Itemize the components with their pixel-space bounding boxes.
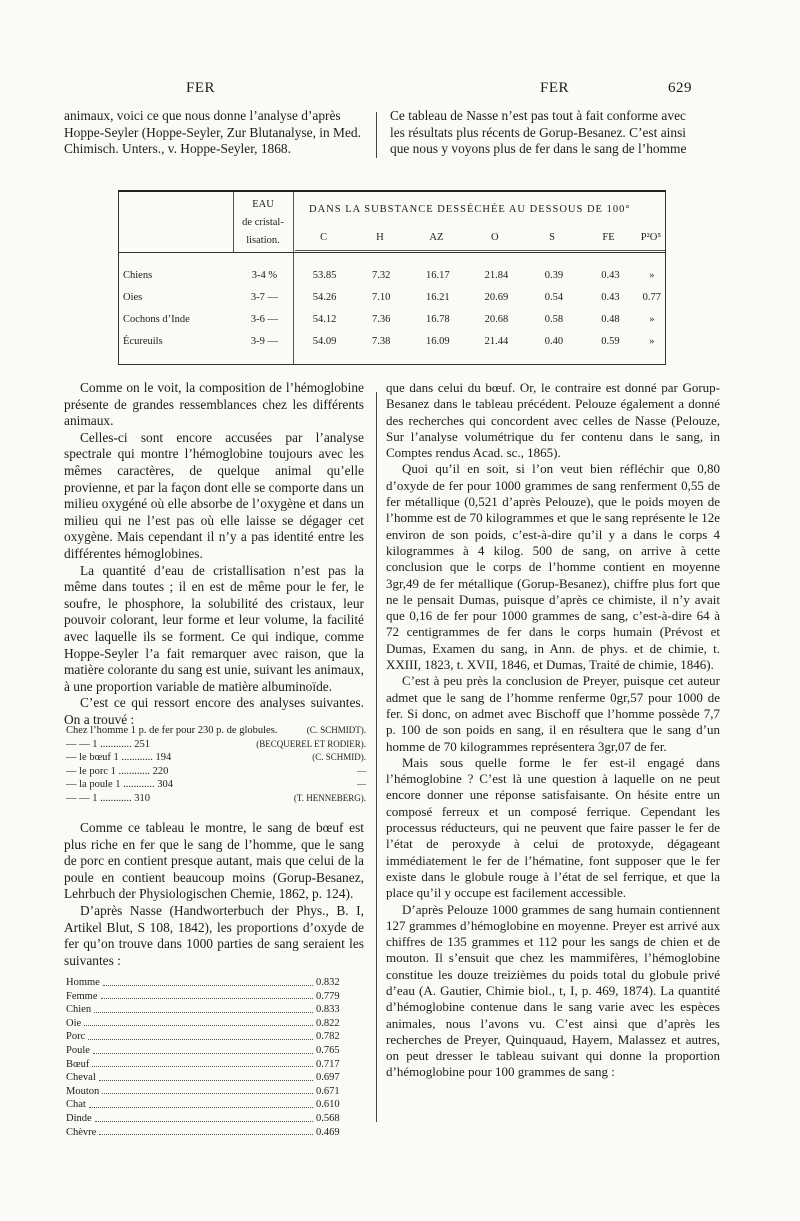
cell: 7.32 [372,269,391,281]
item-value: 0.779 [316,990,340,1002]
list-item [66,1003,356,1017]
item-label: — le bœuf 1 ............ 194 [66,752,172,764]
cell: 0.40 [544,335,564,347]
list-item [66,765,366,779]
paragraph: Comme ce tableau le montre, le sang de bœuf est plus riche en fer que le sang de l’homme, que le sang de porc en contient presque autant, mais que celui de la poule en contient beaucoup moins (Gorup-Besanez, Lehrbuch der Physiologischen Chemie, 1862, p. 124). [64,820,364,902]
item-label: Chez l’homme 1 p. de fer pour 230 p. de globules. [66,725,278,736]
item-value: 0.697 [316,1072,340,1084]
leader-dots [88,1039,313,1040]
cell: 3-7 — [250,291,278,303]
leader-dots [95,1121,313,1122]
table-row [119,308,665,330]
line: Hoppe-Seyler (Hoppe-Seyler, Zur Blutanalyse, in Med. [64,124,361,140]
item-name: Chien [66,1004,92,1016]
cell: 0.43 [601,291,620,303]
right-running-head: FER [540,80,570,96]
list-item [66,1017,356,1031]
list-item [66,1112,356,1126]
item-source: — [357,779,366,790]
top-right-text [390,108,720,158]
header-text: de cristal- [242,217,284,228]
list-item [66,724,366,738]
paragraph: Celles-ci sont encore accusées par l’analyse spectrale qui montre l’hémoglobine toujours avec les mêmes caractères, de quelque animal qu’elle provienne, et par la façon dont elle se comporte dans un milieu oxygéné où elle absorbe de l’oxygène et dans un milieu qui ne l’est pas où elle laisse se dégager cet oxygène. Mais cependant il n’y a pas identité entre les différentes hémoglobines. [64,429,364,561]
group-header: DANS LA SUBSTANCE DESSÉCHÉE AU DESSOUS DE 100° [309,204,631,215]
cell: » [649,335,655,347]
leader-dots [99,1080,313,1081]
leader-dots [93,1053,313,1054]
divider [119,252,665,253]
paragraph: Mais sous quelle forme le fer est-il engagé dans l’hémoglobine ? C’est là une question à laquelle on ne peut encore donner une réponse satisfaisante. On hésite entre un composé ferreux et un composé ferrique. Cependant les processus réducteurs, qui ne peuvent que faire passer le fer de l’état de peroxyde à celui de protoxyde, dégageant immédiatement le fer de l’hématine, font supposer que le fer existe dans le globule rouge à l’état de sel ferrique, et que la place qu’il y occupe est facilement accessible. [386,754,720,901]
item-value: 0.782 [316,1031,340,1043]
cell: 7.38 [372,335,391,347]
cell: 54.09 [312,335,337,347]
cell: 16.21 [425,291,450,303]
leader-dots [101,998,314,999]
iron-globules-table [66,724,366,806]
leader-dots [89,1107,313,1108]
item-value: 0.469 [316,1126,340,1138]
leader-dots [84,1025,313,1026]
item-value: 0.671 [316,1085,340,1097]
cell: 0.48 [601,313,620,325]
top-column-rule [376,112,377,158]
item-source: (C. SCHMID). [312,752,366,763]
top-left-text [64,108,364,158]
cell: 3-4 % [251,269,278,281]
cell: 0.43 [601,269,620,281]
item-label: — — 1 ............ 251 [66,738,150,750]
paragraph: que dans celui du bœuf. Or, le contraire est donné par Gorup-Besanez dans le tableau précédent. Pelouze également a donné des recherches qui concordent avec celles de Nasse (Pelouze, Sur l’analyse volumétrique du fer contenu dans le sang, in Comptes rendus Acad. sc., 1865). [386,380,720,461]
item-source: — [357,765,366,776]
header-text: lisation. [246,235,280,246]
col-header: AZ [429,231,444,243]
cell: 54.26 [312,291,337,303]
paragraph: Comme on le voit, la composition de l’hémoglobine présente de grandes ressemblances chez les différents animaux. [64,380,364,429]
item-value: 0.717 [316,1058,340,1070]
leader-dots [102,1093,313,1094]
cell: 20.69 [484,291,509,303]
column-header-row [119,226,665,248]
list-item [66,1098,356,1112]
left-column [64,380,364,728]
list-item [66,738,366,752]
table-body [119,264,665,352]
row-name: Oies [123,291,143,303]
row-name: Chiens [123,269,153,281]
col-header: S [549,231,555,243]
item-value: 0.610 [316,1099,340,1111]
item-source: (T. HENNEBERG). [293,792,366,803]
item-value: 0.765 [316,1044,340,1056]
cell: 7.36 [372,313,391,325]
cell: 7.10 [372,291,391,303]
cell: 3-6 — [250,313,278,325]
item-name: Dinde [66,1112,92,1124]
item-value: 0.822 [316,1017,340,1029]
table-row [119,330,665,352]
paragraph: Quoi qu’il en soit, si l’on veut bien réfléchir que 0,80 d’oxyde de fer pour 1000 grammes de sang renferment 0,55 de fer métallique (0,521 d’après Pelouze), que le poids moyen de l’homme est de 70 kilogrammes et que le sang représente le 12e environ de son poids, c’est-à-dire qu’il y a dans le corps 4 kilogrammes à 4 kilog. 500 de sang, on arrive à cette conclusion que le corps de l’homme contient en moyenne 3gr,49 de fer métallique (Gorup-Besanez), chiffre plus fort que ne le pensait Dumas, puisque d’après ce chimiste, il n’y avait que 0,16 de fer pour 1000 grammes de sang, c’est-à-dire 64 à 72 centigrammes de fer dans le corps humain (Prévost et Dumas, Examen du sang, in Ann. de phys. et de chimie, t. XXIII, 1823, t. XVII, 1846, et Dumas, Traité de chimie, 1846). [386,461,720,673]
item-name: Porc [66,1031,86,1043]
cell: 54.12 [312,313,337,325]
cell: 0.59 [601,335,620,347]
list-item [66,778,366,792]
row-name: Cochons d’Inde [123,313,190,325]
item-name: Mouton [66,1085,100,1097]
line: animaux, voici ce que nous donne l’analyse d’après [64,108,341,123]
leader-dots [103,985,313,986]
item-name: Homme [66,977,100,988]
col-header: H [376,231,384,243]
list-item [66,976,356,990]
list-item [66,1126,356,1140]
cell: 53.85 [312,269,337,281]
table-row [119,286,665,308]
list-item [66,1058,356,1072]
right-column [386,380,720,1081]
paragraph: D’après Pelouze 1000 grammes de sang humain contiennent 127 grammes d’hémoglobine en moyenne. Preyer est arrivé aux chiffres de 135 grammes et 112 pour les sangs de chien et de mouton. Il s’ensuit que chez les mammifères, l’hémoglobine constitue les douze treizièmes du poids total du globule privé d’eau (A. Gautier, Chimie biol., t, I, p. 469, 1874). La quantité d’hémoglobine contenue dans le sang varie avec les espèces animales, nous l’avons vu. C’est ainsi que d’après les recherches de Preyer, Quinquaud, Hayem, Malassez et autres, on peut dresser le tableau suivant qui donne la proportion d’hémoglobine pour 100 grammes de sang : [386,901,720,1080]
item-value: 0.568 [316,1112,340,1124]
line: les résultats plus récents de Gorup-Besanez. C’est ainsi [390,124,686,140]
col-header: FE [602,231,615,243]
cell: 0.77 [642,291,661,303]
column-rule [376,392,377,1122]
cell: » [649,269,655,281]
list-item [66,1085,356,1099]
item-name: Oie [66,1017,82,1029]
header-text: EAU [252,199,274,210]
table-row [119,264,665,286]
list-item [66,1071,356,1085]
cell: 20.68 [484,313,509,325]
paragraph: La quantité d’eau de cristallisation n’est pas la même dans toutes ; il en est de même pour le fer, le soufre, le phosphore, la solubilité des cristaux, leur pouvoir colorant, leur forme et leur volume, la facilité avec laquelle ils se forment. Ce qui indique, comme Hoppe-Seyler l’a fait remarquer avec raison, que la matière colorante du sang est unie, suivant les animaux, à une proportion variable de matière albuminoïde. [64,562,364,694]
item-name: Femme [66,990,98,1002]
item-name: Bœuf [66,1058,90,1070]
leader-dots [99,1134,313,1135]
item-name: Chat [66,1099,86,1111]
item-label: — la poule 1 ............ 304 [66,779,174,791]
list-item [66,1030,356,1044]
list-item [66,792,366,806]
paragraph: C’est à peu près la conclusion de Preyer, puisque cet auteur admet que le sang de l’homme renferme 0gr,57 pour 1000 de fer. Si donc, on admet avec Bischoff que l’homme possède 7,7 p. 100 de son poids en sang, il en résultera que le sang d’un homme de 70 kilogrammes représentera 3gr,07 de fer. [386,673,720,754]
col-header: C [320,231,328,243]
list-item [66,751,366,765]
col-header: P²O⁵ [640,231,661,243]
item-source: (C. SCHMIDT). [306,725,366,735]
leader-dots [92,1066,313,1067]
line: Chimisch. Unters., v. Hoppe-Seyler, 1868. [64,141,291,157]
cell: 3-9 — [250,335,278,347]
cell: 0.39 [544,269,564,281]
cell: » [649,313,655,325]
item-label: — — 1 ............ 310 [66,792,150,804]
left-column-lower [64,820,364,969]
item-source: (BECQUEREL ET RODIER). [256,738,366,749]
item-name: Chèvre [66,1126,97,1138]
list-item [66,1044,356,1058]
item-value: 0.832 [316,977,340,988]
paragraph: D’après Nasse (Handworterbuch der Phys., B. I, Artikel Blut, S 108, 1842), les proportions d’oxyde de fer qu’on trouve dans 1000 parties de sang seraient les suivantes : [64,902,364,968]
item-name: Cheval [66,1072,96,1084]
paragraph: C’est ce qui ressort encore des analyses suivantes. On a trouvé : [64,695,364,727]
leader-dots [94,1012,313,1013]
composition-table [118,190,666,365]
nasse-iron-oxide-table [66,976,356,1139]
col-header: O [491,231,499,243]
cell: 16.17 [425,269,450,281]
item-label: — le porc 1 ............ 220 [66,765,169,777]
page-number: 629 [668,80,692,96]
left-running-head: FER [186,80,216,96]
row-name: Écureuils [123,335,163,347]
cell: 16.09 [425,335,450,347]
cell: 0.58 [544,313,564,325]
cell: 16.78 [425,313,450,325]
item-name: Poule [66,1044,90,1056]
cell: 21.84 [484,269,509,281]
line: que nous y voyons plus de fer dans le sang de l’homme [390,141,687,157]
divider [295,250,665,251]
item-value: 0.833 [316,1004,340,1016]
cell: 0.54 [544,291,564,303]
list-item [66,990,356,1004]
cell: 21.44 [484,335,509,347]
line: Ce tableau de Nasse n’est pas tout à fait conforme avec [390,108,686,123]
